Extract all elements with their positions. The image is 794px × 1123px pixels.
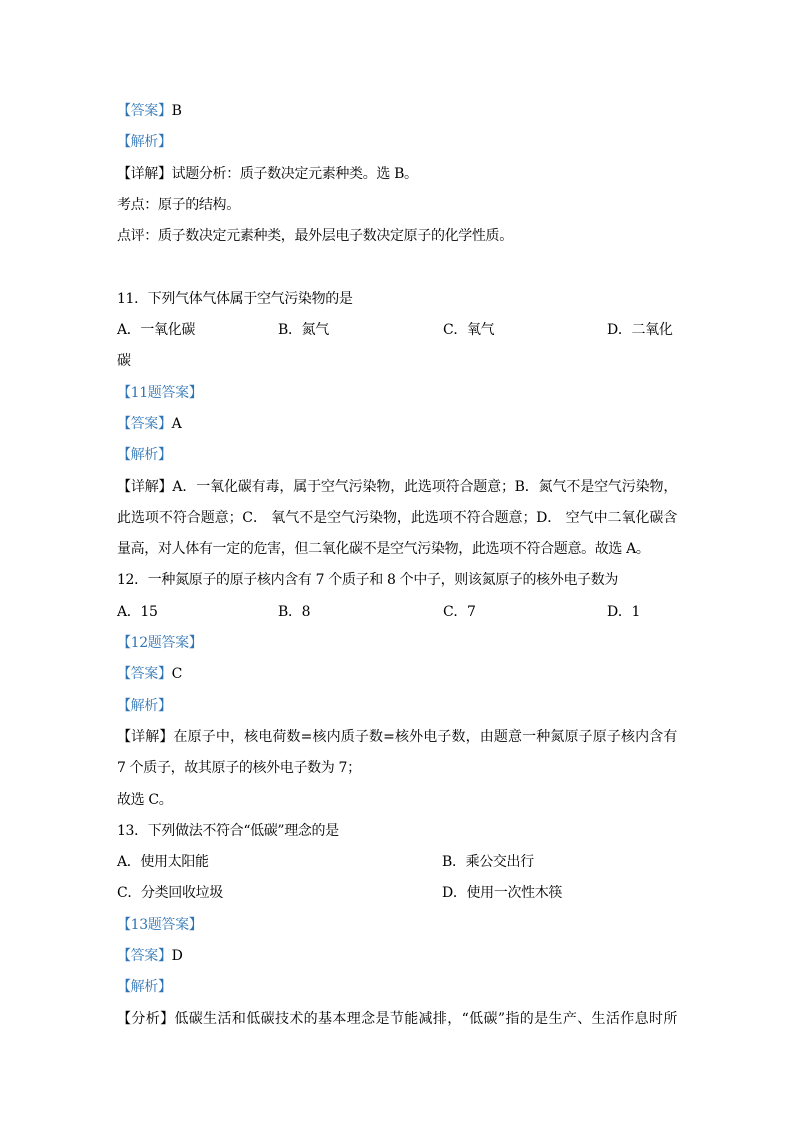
q13-option-b: B．乘公交出行 bbox=[442, 854, 534, 871]
q12-stem: 12．一种氮原子的原子核内含有 7 个质子和 8 个中子，则该氮原子的核外电子数为 bbox=[117, 572, 619, 589]
q13-option-d: D．使用一次性木筷 bbox=[442, 885, 563, 902]
q11-answer-header bbox=[117, 378, 677, 409]
q12-options-row bbox=[117, 597, 677, 628]
q11-option-d-wrap: 碳 bbox=[117, 353, 131, 370]
q11-option-b: B．氮气 bbox=[278, 322, 329, 339]
q13-options-row-1 bbox=[117, 847, 677, 878]
q13-analysis-tag-line bbox=[117, 972, 677, 1003]
q13-option-a: A．使用太阳能 bbox=[117, 854, 209, 871]
q12-detail-line-3: 故选 C。 bbox=[117, 791, 173, 808]
q11-option-a: A．一氧化碳 bbox=[117, 322, 196, 339]
answer-tag: 【答案】 bbox=[117, 415, 172, 432]
q12-answer-line bbox=[117, 659, 677, 690]
answer-value: A bbox=[171, 415, 182, 432]
blank-line bbox=[117, 252, 677, 283]
q12-option-c: C．7 bbox=[443, 603, 476, 620]
q12-option-a: A．15 bbox=[117, 603, 158, 620]
q12-option-b: B．8 bbox=[278, 603, 311, 620]
answer-tag: 【答案】 bbox=[117, 948, 172, 965]
q11-detail-line-3: 量高，对人体有一定的危害，但二氧化碳不是空气污染物，此选项不符合题意。故选 A。 bbox=[117, 541, 650, 558]
q10-kaodian-line: 考点：原子的结构。 bbox=[117, 196, 240, 213]
analysis-tag: 【解析】 bbox=[117, 697, 172, 714]
q11-answer-line bbox=[117, 409, 677, 440]
q13-option-c: C．分类回收垃圾 bbox=[117, 885, 223, 902]
q13-answer-header bbox=[117, 910, 677, 941]
q10-answer-line bbox=[117, 96, 677, 127]
analysis-tag: 【解析】 bbox=[117, 134, 172, 151]
answer-value: B bbox=[171, 103, 182, 119]
answer-header-tag: 【12题答案】 bbox=[117, 635, 203, 652]
q11-detail-line-2: 此选项不符合题意；C． 氧气不是空气污染物，此选项不符合题意；D． 空气中二氧化碳含 bbox=[117, 509, 677, 526]
q11-detail-line-1: 【详解】A．一氧化碳有毒，属于空气污染物，此选项符合题意；B．氮气不是空气污染物， bbox=[117, 478, 677, 495]
q13-options-row-2 bbox=[117, 878, 677, 909]
q13-stem: 13．下列做法不符合“低碳”理念的是 bbox=[117, 822, 339, 839]
answer-header-tag: 【11题答案】 bbox=[117, 384, 203, 401]
analysis-tag: 【解析】 bbox=[117, 979, 172, 996]
q12-answer-header bbox=[117, 628, 677, 659]
q12-option-d: D．1 bbox=[607, 603, 641, 620]
q13-answer-line bbox=[117, 941, 677, 972]
q11-stem: 11．下列气体气体属于空气污染物的是 bbox=[117, 290, 353, 307]
answer-value: C bbox=[171, 666, 182, 683]
q12-analysis-tag-line bbox=[117, 691, 677, 722]
q12-detail-line-1: 【详解】在原子中，核电荷数=核内质子数=核外电子数，由题意一种氮原子原子核内含有 bbox=[117, 728, 677, 745]
q11-options-row bbox=[117, 315, 677, 346]
q11-analysis-tag-line bbox=[117, 440, 677, 471]
answer-header-tag: 【13题答案】 bbox=[117, 916, 203, 933]
q11-option-c: C．氧气 bbox=[443, 322, 495, 339]
answer-value: D bbox=[171, 948, 183, 965]
answer-tag: 【答案】 bbox=[117, 666, 172, 683]
q10-detail-line: 【详解】试题分析：质子数决定元素种类。选 B。 bbox=[117, 165, 418, 182]
page-content bbox=[117, 96, 677, 1035]
analysis-tag: 【解析】 bbox=[117, 447, 172, 464]
q12-detail-line-2: 7 个质子，故其原子的核外电子数为 7； bbox=[117, 760, 361, 777]
q10-dianping-line: 点评：质子数决定元素种类，最外层电子数决定原子的化学性质。 bbox=[117, 228, 513, 245]
q13-analysis-line-1: 【分析】低碳生活和低碳技术的基本理念是节能减排，“低碳”指的是生产、生活作息时所 bbox=[117, 1010, 677, 1027]
q11-option-d: D．二氧化 bbox=[607, 322, 673, 339]
answer-tag: 【答案】 bbox=[117, 103, 172, 119]
q10-analysis-tag-line bbox=[117, 127, 677, 158]
